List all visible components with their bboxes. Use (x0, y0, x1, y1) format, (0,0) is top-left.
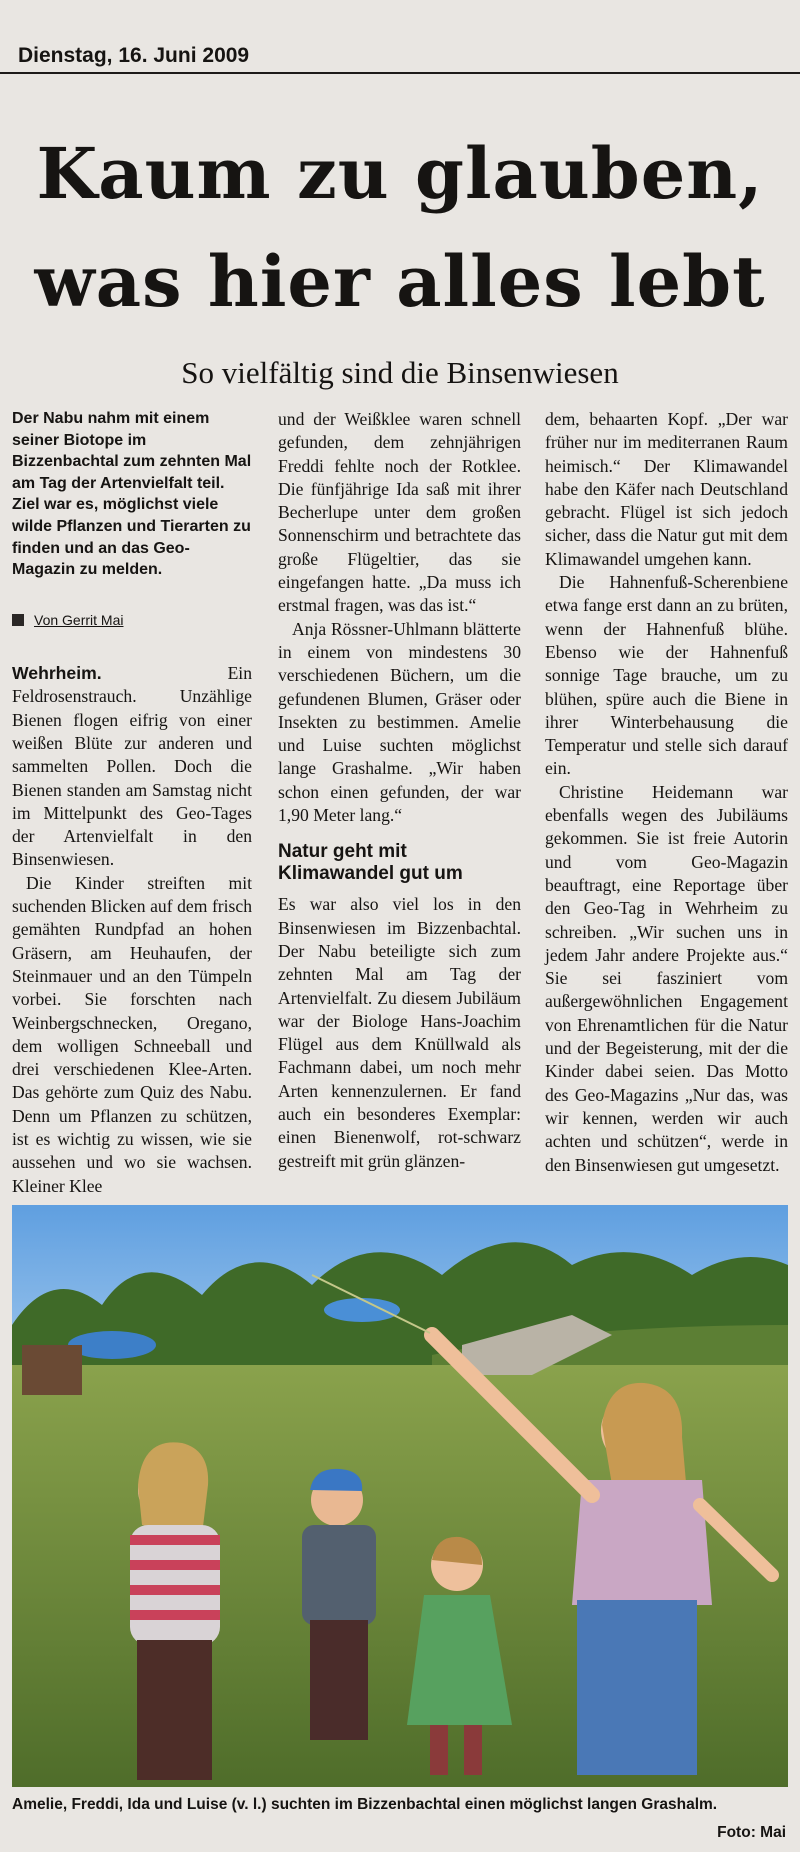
headline-line-1: Kaum zu glauben, (36, 132, 764, 215)
umbrella-middle (324, 1298, 400, 1322)
byline-square-icon (12, 614, 24, 626)
paragraph-1 (12, 662, 252, 872)
subheadline: So vielfältig sind die Binsenwiesen (181, 355, 619, 390)
headline (0, 120, 800, 336)
paragraph-3: und der Weißklee waren schnell gefunden, dem zehnjährigen Freddi fehlte noch der Rotklee. Die fünfjährige Ida saß mit ihrer Becherlupe unter dem großen Sonnenschirm und betrachtete das große Flügeltier, das sie eingefangen hatte. „Da muss ich erstmal fragen, was das ist.“ (278, 409, 521, 616)
column-2 (278, 408, 521, 1173)
photo-caption: Amelie, Freddi, Ida und Luise (v. l.) suchten im Bizzenbachtal einen möglichst langen Grashalm. (12, 1796, 718, 1813)
photo-credit: Foto: Mai (717, 1824, 786, 1841)
place-name: Wehrheim. (12, 663, 102, 684)
paragraph-4: Anja Rössner-Uhlmann blätterte in einem von mindestens 30 verschiedenen Büchern, um die gefundenen Blumen, Gräser oder Insekten zu bestimmen. Amelie und Luise suchten möglichst lange Grashalme. „Wir haben schon einen gefunden, der war 1,90 Meter lang.“ (278, 618, 521, 826)
dateline: Dienstag, 16. Juni 2009 (18, 44, 250, 67)
paragraph-8: Christine Heidemann war ebenfalls wegen des Jubiläums gekommen. Sie ist freie Autorin und vom Geo-Magazin beauftragt, eine Reportage über den Geo-Tag in Wehrheim zu schreiben. „Wir suchen uns in jedem Jahr andere Projekte aus.“ Sie sei fasziniert vom außergewöhnlichen Engagement von Ehrenamtlichen für die Natur und der Begeisterung, mit der die Kinder dabei seien. Das Motto des Geo-Magazins „Nur das, was wir kennen, werden wir auch achten und schützen“, werde in den Binsenwiesen gut umgesetzt. (545, 781, 788, 1175)
intertitle: Natur geht mit Klimawandel gut um (278, 841, 463, 885)
column-1 (12, 408, 252, 1198)
author-name: Von Gerrit Mai (34, 611, 124, 628)
children-in-meadow-photo (12, 1205, 788, 1787)
article-photo (12, 1205, 788, 1787)
byline (12, 609, 252, 632)
paragraph-2: Die Kinder streiften mit suchenden Blicken auf dem frisch gemähten Rundpfad an hohen Gräsern, am Heuhaufen, der Steinmauer und an den Tümpeln vorbei. Sie forschten nach Weinbergschnecken, Oregano, dem wolligen Schneeball und drei verschiedenen Klee-Arten. Das gehörte zum Quiz des Nabu. Denn um Pflanzen zu schützen, ist es wichtig zu wissen, wie sie aussehen und wo sie wachsen. Kleiner Klee (12, 872, 252, 1196)
lead-paragraph: Der Nabu nahm mit einem seiner Biotope im Bizzenbachtal zum zehnten Mal am Tag der Artenvielfalt teil. Ziel war es, möglichst viele wilde Pflanzen und Tierarten zu finden und an das Geo-Magazin zu melden. (12, 410, 252, 579)
header-rule (0, 72, 800, 74)
paragraph-5: Es war also viel los in den Binsenwiesen im Bizzenbachtal. Der Nabu beteiligte sich zum zehnten Mal am Tag der Artenvielfalt. Zu diesem Jubiläum war der Biologe Hans-Joachim Flügel aus dem Knüllwald als Fachmann dabei, um noch mehr Arten kennenzulernen. Er fand auch ein besonderes Exemplar: einen Bienenwolf, rot-schwarz gestreift mit grün glänzen- (278, 894, 521, 1171)
paragraph-7: Die Hahnenfuß-Scherenbiene etwa fange erst dann an zu brüten, wenn der Hahnenfuß blühe. Ebenso wie der Hahnenfuß sonnige Tage brauche, um zu blühen, spüre auch die Biene in ihrer Winterbehausung die Temperatur und stelle sich darauf ein. (545, 572, 788, 779)
paragraph-1-text: Ein Feldrosenstrauch. Unzählige Bienen flogen eifrig von einer weißen Blüte zur anderen und sammelten Pollen. Doch die Bienen standen am Samstag nicht im Mittelpunkt des Geo-Tages der Artenvielfalt in den Binsenwiesen. (12, 663, 252, 870)
column-3 (545, 408, 788, 1177)
headline-line-2: was hier alles lebt (34, 240, 766, 323)
info-stand (22, 1345, 82, 1395)
paragraph-6: dem, behaarten Kopf. „Der war früher nur im mediterranen Raum heimisch.“ Der Klimawandel habe den Käfer nach Deutschland gebracht. Flügel ist sich jedoch sicher, dass die Natur gut mit dem Klimawandel umgehen kann. (545, 409, 788, 569)
